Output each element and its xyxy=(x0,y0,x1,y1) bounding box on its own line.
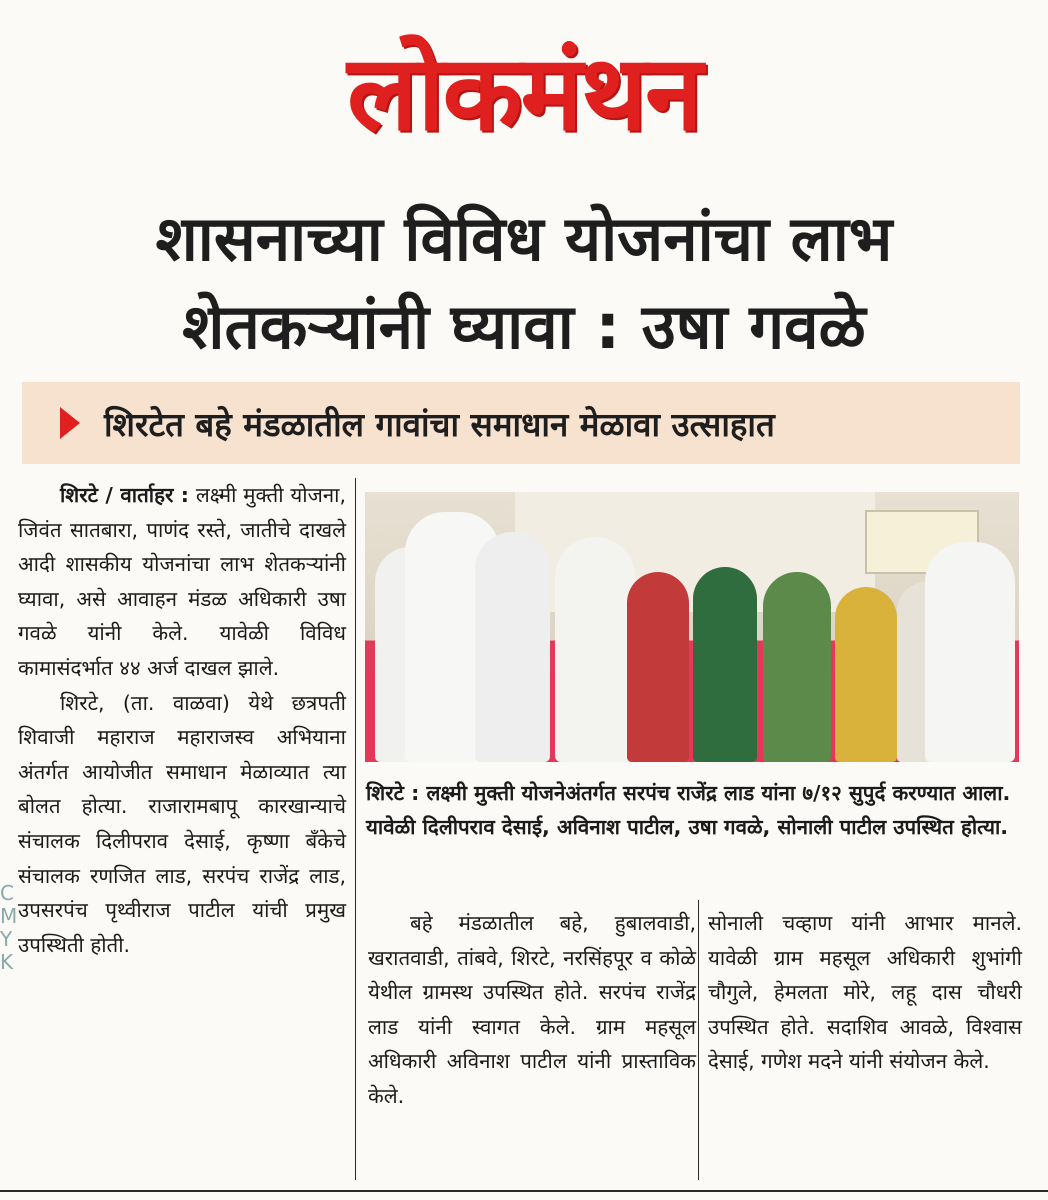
article-column-2 xyxy=(368,906,696,1114)
headline xyxy=(18,195,1030,371)
paragraph-1-text: लक्ष्मी मुक्ती योजना, जिवंत सातबारा, पाणंद रस्ते, जातीचे दाखले आदी शासकीय योजनांचा लाभ शेतकऱ्यांनी घ्यावा, असे आवाहन मंडळ अधिकारी उषा गवळे यांनी केले. यावेळी विविध कामासंदर्भात ४४ अर्ज दाखल झाले. xyxy=(18,483,346,680)
registration-mark: M xyxy=(0,904,18,928)
subheadline-box xyxy=(22,382,1020,464)
column-divider xyxy=(698,900,699,1180)
article-paragraph-4: सोनाली चव्हाण यांनी आभार मानले. यावेळी ग्राम महसूल अधिकारी शुभांगी चौगुले, हेमलता मोरे, लहू दास चौधरी उपस्थित होते. सदाशिव आवळे, विश्वास देसाई, गणेश मदने यांनी संयोजन केले. xyxy=(708,911,1022,1074)
event-photo xyxy=(365,492,1019,762)
column-divider xyxy=(355,478,356,1180)
article-paragraph-3: बहे मंडळातील बहे, हुबालवाडी, खरातवाडी, तांबवे, शिरटे, नरसिंहपूर व कोळे येथील ग्रामस्थ उपस्थित होते. सरपंच राजेंद्र लाड यांनी स्वागत केले. ग्राम महसूल अधिकारी अविनाश पाटील यांनी प्रास्ताविक केले. xyxy=(368,911,696,1108)
red-arrow-icon xyxy=(60,407,80,439)
masthead xyxy=(0,0,1048,185)
registration-mark: K xyxy=(0,950,14,974)
article-column-3 xyxy=(708,906,1022,1079)
person xyxy=(925,542,1015,762)
registration-mark: C xyxy=(0,881,14,905)
headline-line-1: शासनाच्या विविध योजनांचा लाभ xyxy=(155,202,893,275)
headline-line-2: शेतकऱ्यांनी घ्यावा : उषा गवळे xyxy=(182,290,866,363)
registration-mark: Y xyxy=(0,927,13,951)
person xyxy=(835,587,897,762)
person xyxy=(475,532,550,762)
photo-caption: शिरटे : लक्ष्मी मुक्ती योजनेअंतर्गत सरपंच राजेंद्र लाड यांना ७/१२ सुपुर्द करण्यात आला. यावेळी दिलीपराव देसाई, अविनाश पाटील, उषा गवळे, सोनाली पाटील उपस्थित होत्या. xyxy=(366,781,1011,839)
person xyxy=(693,567,757,762)
person xyxy=(627,572,689,762)
article-paragraph-1 xyxy=(18,478,346,686)
subheadline: शिरटेत बहे मंडळातील गावांचा समाधान मेळावा उत्साहात xyxy=(104,404,775,444)
person xyxy=(763,572,831,762)
bottom-rule xyxy=(0,1190,1048,1192)
article-paragraph-2: शिरटे, (ता. वाळवा) येथे छत्रपती शिवाजी महाराज महाराजस्व अभियाना अंतर्गत आयोजीत समाधान मेळाव्यात त्या बोलत होत्या. राजारामबापू कारखान्याचे संचालक दिलीपराव देसाई, कृष्णा बँकेचे संचालक रणजित लाड, सरपंच राजेंद्र लाड, उपसरपंच पृथ्वीराज पाटील यांची प्रमुख उपस्थिती होती. xyxy=(18,690,346,957)
newspaper-logo: लोकमंथन xyxy=(347,30,701,154)
print-registration-marks xyxy=(0,882,17,974)
article-column-1 xyxy=(18,478,346,962)
dateline: शिरटे / वार्ताहर : xyxy=(60,483,190,507)
person xyxy=(555,537,635,762)
